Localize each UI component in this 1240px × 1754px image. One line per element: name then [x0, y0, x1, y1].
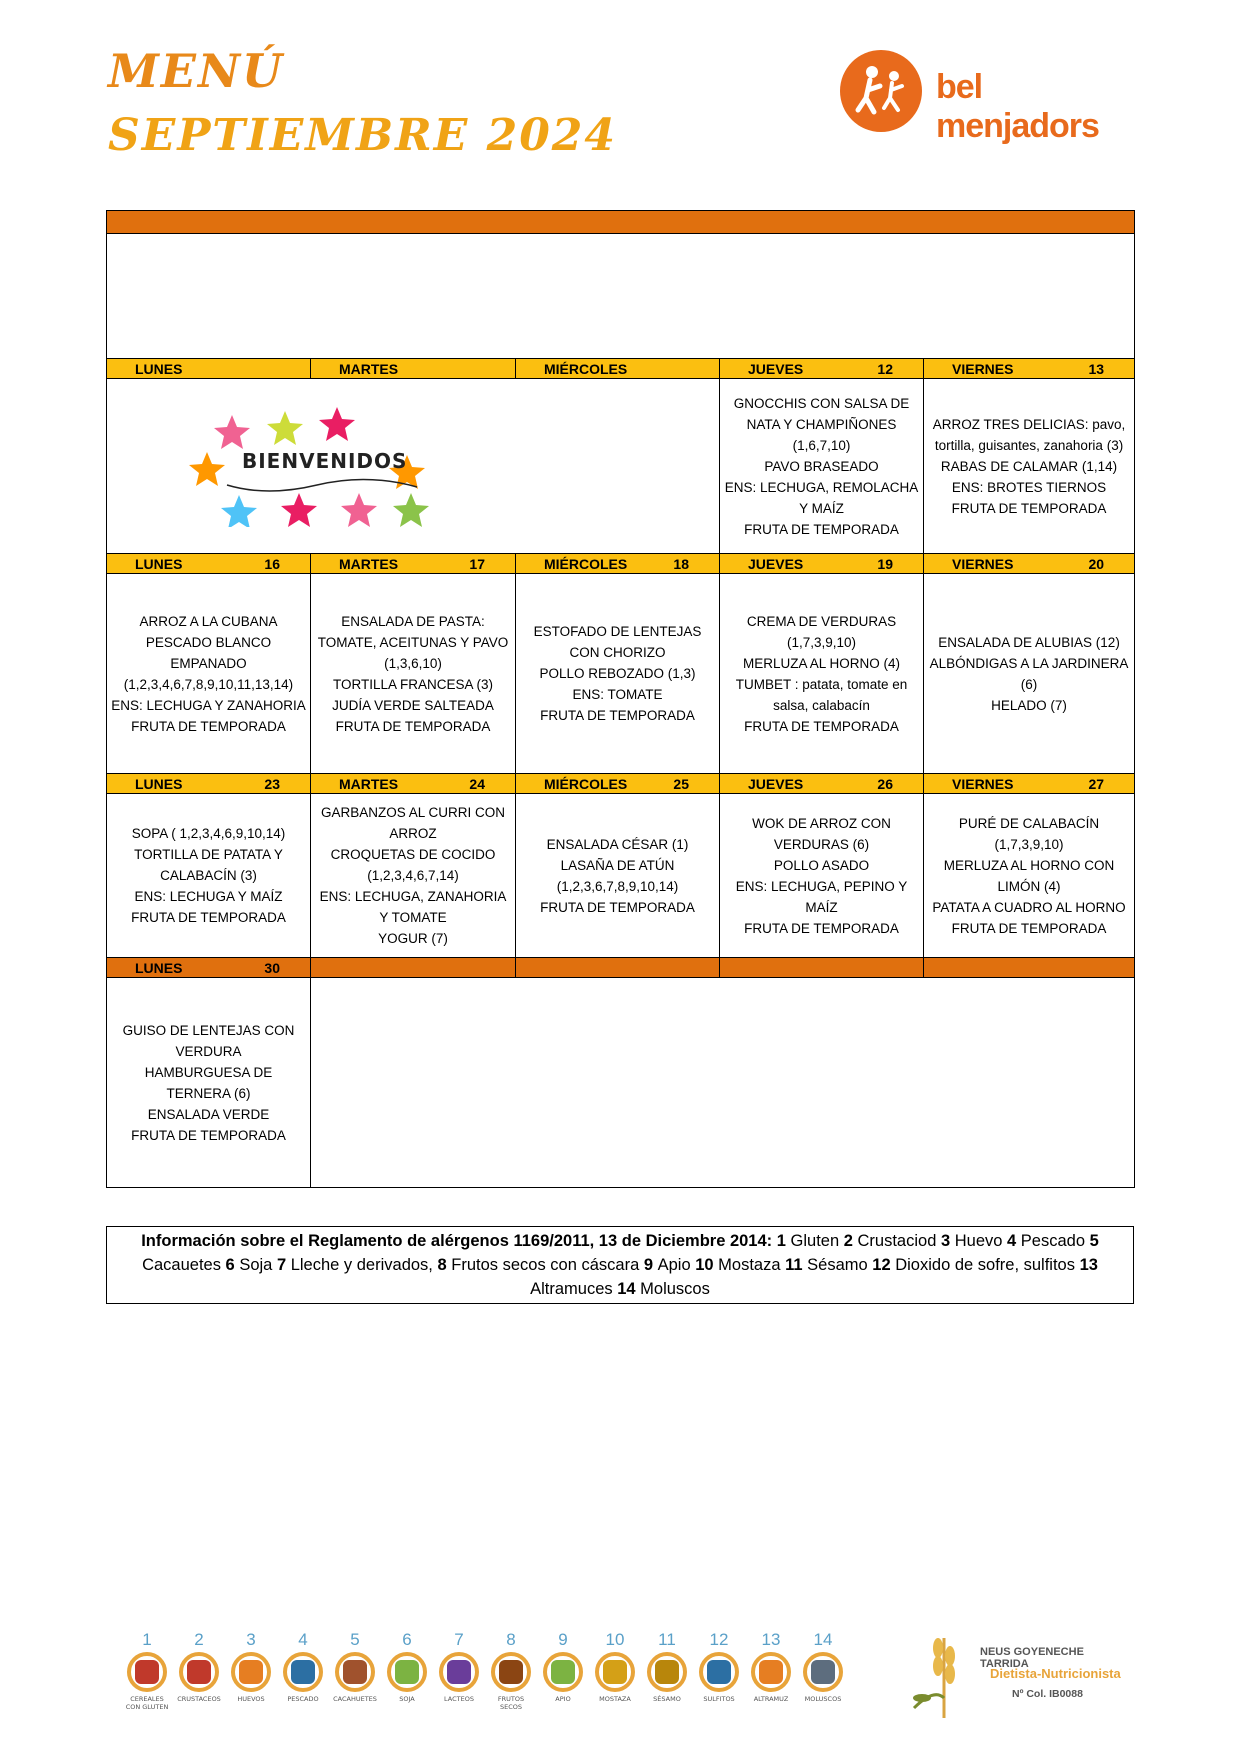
allergen-label: Dioxido de sofre, sulfitos [895, 1256, 1075, 1274]
allergen-label: Frutos secos con cáscara [451, 1256, 640, 1274]
day-cell-12 [720, 379, 924, 554]
day-name: JUEVES [748, 775, 804, 792]
day-name: VIERNES [952, 360, 1014, 377]
allergen-icon-number: 9 [558, 1630, 568, 1649]
allergen-icon-label: APIO [555, 1695, 571, 1703]
dish: SOPA ( 1,2,3,4,6,9,10,14) [131, 826, 286, 841]
day-cell-17 [311, 574, 516, 774]
allergen-number: 11 [780, 1256, 808, 1274]
allergen-icon-12 [694, 1630, 744, 1703]
day-number: 16 [264, 555, 280, 572]
day-number: 26 [877, 775, 893, 792]
dish: CREMA DE VERDURAS (1,7,3,9,10) [746, 613, 897, 650]
dish: FRUTA DE TEMPORADA [540, 708, 695, 723]
nutritionist-role: Dietista-Nutricionista [990, 1666, 1121, 1681]
dish: YOGUR (7) [378, 931, 448, 946]
allergen-label: Gluten [790, 1232, 840, 1250]
allergen-icon-8 [486, 1630, 536, 1711]
day-name: VIERNES [952, 775, 1014, 792]
dish: MERLUZA AL HORNO (4) [742, 655, 901, 671]
dish: MERLUZA AL HORNO CON LIMÓN (4) [943, 857, 1115, 894]
allergen-icon-number: 6 [402, 1630, 412, 1649]
day-name: JUEVES [748, 360, 804, 377]
day-number: 30 [264, 959, 280, 976]
allergen-icon-number: 3 [246, 1630, 256, 1649]
allergen-label: Sésamo [807, 1256, 868, 1274]
dish: FRUTA DE TEMPORADA [131, 910, 286, 925]
allergen-info [106, 1226, 1134, 1304]
empty-header [924, 958, 1135, 978]
dish: ENS: LECHUGA, ZANAHORIA Y TOMATE [319, 889, 507, 925]
allergen-number: 2 [839, 1232, 858, 1250]
day-number: 20 [1088, 555, 1105, 572]
allergen-badge-icon [491, 1652, 531, 1692]
allergen-icon-label: HUEVOS [237, 1695, 265, 1703]
day-cell-25 [516, 794, 720, 958]
allergen-label: Apio [657, 1256, 691, 1274]
week3-header [107, 774, 1135, 794]
allergen-icon-number: 12 [709, 1630, 729, 1649]
allergen-label: Lleche y derivados, [290, 1256, 433, 1274]
empty-header [311, 958, 516, 978]
dish: ARROZ A LA CUBANA [139, 613, 278, 629]
day-number: 24 [469, 775, 485, 792]
day-cell-18 [516, 574, 720, 774]
day-name: VIERNES [952, 555, 1014, 572]
dish: RABAS DE CALAMAR (1,14) [940, 458, 1118, 474]
dish: ENSALADA DE PASTA: TOMATE, ACEITUNAS Y PAVO (1,3,6,10) [317, 613, 509, 671]
day-number: 27 [1088, 775, 1105, 792]
dish: FRUTA DE TEMPORADA [131, 718, 286, 734]
allergen-label: Huevo [954, 1232, 1003, 1250]
allergen-icon-label: SOJA [399, 1695, 415, 1703]
dish: ENSALADA VERDE [147, 1106, 270, 1122]
dish: HAMBURGUESA DE TERNERA (6) [144, 1064, 273, 1101]
dish: PURÉ DE CALABACÍN (1,7,3,9,10) [958, 815, 1100, 852]
brand-logo [840, 50, 1140, 145]
allergen-icon-2 [174, 1630, 224, 1703]
dish: JUDÍA VERDE SALTEADA [332, 697, 494, 713]
allergen-label: Mostaza [718, 1256, 781, 1274]
allergen-icon-number: 1 [142, 1630, 152, 1649]
dish: FRUTA DE TEMPORADA [951, 920, 1107, 936]
day-cell-30 [107, 978, 311, 1188]
day-name: LUNES [135, 360, 183, 377]
allergen-number: 5 [1085, 1232, 1099, 1250]
dish: FRUTA DE TEMPORADA [131, 1127, 286, 1143]
dish: GUISO DE LENTEJAS CON VERDURA [122, 1022, 295, 1059]
wheat-icon [904, 1628, 984, 1720]
allergen-lead: Información sobre el Reglamento de alérgenos 1169/2011, 13 de Diciembre 2014: [141, 1232, 773, 1250]
dish: POLLO ASADO [773, 857, 870, 873]
allergen-label: Altramuces [530, 1280, 613, 1298]
dish: LASAÑA DE ATÚN (1,2,3,6,7,8,9,10,14) [556, 857, 679, 894]
dish: ENS: LECHUGA Y ZANAHORIA [111, 697, 306, 713]
dish: HELADO (7) [991, 697, 1067, 713]
nutritionist-col: Nº Col. IB0088 [1012, 1688, 1083, 1700]
welcome-banner [107, 379, 720, 554]
allergen-badge-icon [283, 1652, 323, 1692]
day-cell-23 [107, 794, 311, 958]
title-month: SEPTIEMBRE 2024 [108, 110, 618, 161]
allergen-icon-number: 5 [350, 1630, 360, 1649]
dish: GNOCCHIS CON SALSA DE NATA Y CHAMPIÑONES (1,6,7,10) [733, 395, 910, 453]
allergen-icon-number: 4 [298, 1630, 308, 1649]
nutritionist-name: NEUS GOYENECHE TARRIDA [980, 1646, 1084, 1670]
allergen-icon-label: CACAHUETES [333, 1695, 377, 1703]
day-number: 19 [877, 555, 893, 572]
running-kids-icon [840, 50, 922, 132]
allergen-icon-7 [434, 1630, 484, 1703]
allergen-number: 12 [867, 1256, 896, 1274]
allergen-number: 13 [1074, 1256, 1098, 1274]
allergen-icon-14 [798, 1630, 848, 1703]
dish: PAVO BRASEADO [764, 458, 879, 474]
day-name: JUEVES [748, 555, 804, 572]
allergen-icon-4 [278, 1630, 328, 1703]
allergen-badge-icon [751, 1652, 791, 1692]
allergen-number: 14 [612, 1280, 641, 1298]
dish: ESTOFADO DE LENTEJAS CON CHORIZO [533, 624, 702, 660]
header-bar [107, 211, 1135, 234]
allergen-number: 1 [776, 1232, 791, 1250]
day-number: 12 [877, 360, 893, 377]
allergen-badge-icon [179, 1652, 219, 1692]
day-name: MARTES [339, 775, 399, 792]
allergen-badge-icon [647, 1652, 687, 1692]
allergen-label: Cacauetes [142, 1256, 221, 1274]
allergen-icon-label: MOLUSCOS [804, 1695, 842, 1703]
day-number: 25 [673, 775, 689, 792]
allergen-icon-number: 10 [605, 1630, 625, 1649]
dish: TORTILLA DE PATATA Y CALABACÍN (3) [134, 847, 283, 883]
allergen-badge-icon [439, 1652, 479, 1692]
dish: CROQUETAS DE COCIDO (1,2,3,4,6,7,14) [330, 847, 496, 883]
allergen-badge-icon [595, 1652, 635, 1692]
dish: ENSALADA DE ALUBIAS (12) [938, 634, 1120, 650]
allergen-icon-10 [590, 1630, 640, 1703]
allergen-badge-icon [803, 1652, 843, 1692]
allergen-icon-9 [538, 1630, 588, 1703]
allergen-icon-number: 2 [194, 1630, 204, 1649]
dish: FRUTA DE TEMPORADA [744, 920, 899, 936]
allergen-icons [122, 1630, 862, 1710]
allergen-badge-icon [543, 1652, 583, 1692]
dish: POLLO REBOZADO (1,3) [539, 666, 696, 681]
allergen-icon-number: 13 [761, 1630, 781, 1649]
dish: ENS: TOMATE [572, 687, 663, 702]
nutritionist-stamp [904, 1628, 1134, 1720]
allergen-badge-icon [127, 1652, 167, 1692]
dish: ARROZ TRES DELICIAS: pavo, tortilla, guisantes, zanahoria (3) [932, 416, 1126, 453]
dish: ENS: LECHUGA, PEPINO Y MAÍZ [735, 878, 908, 915]
allergen-icon-label: FRUTOS SECOS [497, 1695, 525, 1711]
day-number: 13 [1088, 360, 1105, 377]
allergen-icon-number: 14 [813, 1630, 833, 1649]
dish: FRUTA DE TEMPORADA [744, 718, 899, 734]
dish: WOK DE ARROZ CON VERDURAS (6) [752, 815, 891, 852]
allergen-icon-label: SULFITOS [703, 1695, 735, 1703]
allergen-icon-1 [122, 1630, 172, 1711]
day-name: LUNES [135, 959, 183, 976]
day-cell-19 [720, 574, 924, 774]
dish: GARBANZOS AL CURRI CON ARROZ [320, 805, 506, 841]
day-cell-24 [311, 794, 516, 958]
allergen-number: 7 [272, 1256, 291, 1274]
allergen-badge-icon [335, 1652, 375, 1692]
dish: PESCADO BLANCO EMPANADO (1,2,3,4,6,7,8,9,10,11,13,14) [123, 634, 294, 692]
dish: TORTILLA FRANCESA (3) [332, 676, 494, 692]
allergen-icon-3 [226, 1630, 276, 1703]
allergen-icon-5 [330, 1630, 380, 1703]
day-name: MARTES [339, 360, 399, 377]
week1-header [107, 359, 1135, 379]
allergen-icon-number: 7 [454, 1630, 464, 1649]
week2-header [107, 554, 1135, 574]
dish: ENSALADA CÉSAR (1) [546, 836, 689, 852]
day-name: LUNES [135, 555, 183, 572]
day-cell-26 [720, 794, 924, 958]
allergen-icon-label: CEREALES CON GLUTEN [125, 1695, 169, 1711]
allergen-number: 3 [936, 1232, 955, 1250]
allergen-icon-label: MOSTAZA [599, 1695, 631, 1703]
menu-table [106, 210, 1135, 1188]
dish: FRUTA DE TEMPORADA [540, 899, 695, 915]
blank-area [107, 234, 1135, 359]
day-cell-20 [924, 574, 1135, 774]
day-cell-13 [924, 379, 1135, 554]
allergen-label: Soja [239, 1256, 273, 1274]
dish: FRUTA DE TEMPORADA [744, 521, 899, 537]
allergen-number: 9 [639, 1256, 658, 1274]
empty-header [516, 958, 720, 978]
dish: ENS: LECHUGA Y MAÍZ [134, 889, 283, 904]
dish: FRUTA DE TEMPORADA [335, 718, 491, 734]
welcome-text: BIENVENIDOS [242, 449, 408, 473]
day-cell-16 [107, 574, 311, 774]
allergen-icon-label: LACTEOS [444, 1695, 474, 1703]
day-number: 23 [264, 775, 280, 792]
day-cell-27 [924, 794, 1135, 958]
day-name: MIÉRCOLES [544, 775, 628, 792]
empty-header [720, 958, 924, 978]
allergen-icon-number: 11 [658, 1630, 676, 1649]
day-number: 18 [673, 555, 689, 572]
allergen-number: 4 [1002, 1232, 1021, 1250]
dish: FRUTA DE TEMPORADA [951, 500, 1107, 516]
dish: TUMBET : patata, tomate en salsa, calabacín [735, 676, 908, 713]
allergen-number: 6 [220, 1256, 240, 1274]
allergen-icon-label: PESCADO [287, 1695, 319, 1703]
day-name: MIÉRCOLES [544, 360, 628, 377]
day-number: 17 [469, 555, 485, 572]
allergen-icon-label: CRUSTACEOS [177, 1695, 221, 1703]
allergen-icon-11 [642, 1630, 692, 1703]
allergen-label: Moluscos [640, 1280, 710, 1298]
allergen-icon-number: 8 [506, 1630, 516, 1649]
dish: ENS: BROTES TIERNOS [951, 479, 1107, 495]
dish: ENS: LECHUGA, REMOLACHA Y MAÍZ [724, 479, 919, 516]
day-name: LUNES [135, 775, 183, 792]
brand-name: bel menjadors [936, 68, 1099, 145]
empty-cell [311, 978, 1135, 1188]
allergen-label: Pescado [1020, 1232, 1086, 1250]
allergen-icon-label: SÉSAMO [653, 1695, 681, 1703]
allergen-number: 10 [690, 1256, 719, 1274]
week4-header [107, 958, 1135, 978]
allergen-number: 8 [432, 1256, 452, 1274]
day-name: MIÉRCOLES [544, 555, 628, 572]
day-name: MARTES [339, 555, 399, 572]
allergen-icon-label: ALTRAMUZ [753, 1695, 789, 1703]
allergen-icon-6 [382, 1630, 432, 1703]
allergen-badge-icon [231, 1652, 271, 1692]
dish: ALBÓNDIGAS A LA JARDINERA (6) [929, 655, 1129, 692]
allergen-badge-icon [699, 1652, 739, 1692]
title-menu: MENÚ [108, 44, 285, 98]
allergen-badge-icon [387, 1652, 427, 1692]
allergen-label: Crustaciod [857, 1232, 937, 1250]
allergen-icon-13 [746, 1630, 796, 1703]
dish: PATATA A CUADRO AL HORNO [932, 899, 1126, 915]
